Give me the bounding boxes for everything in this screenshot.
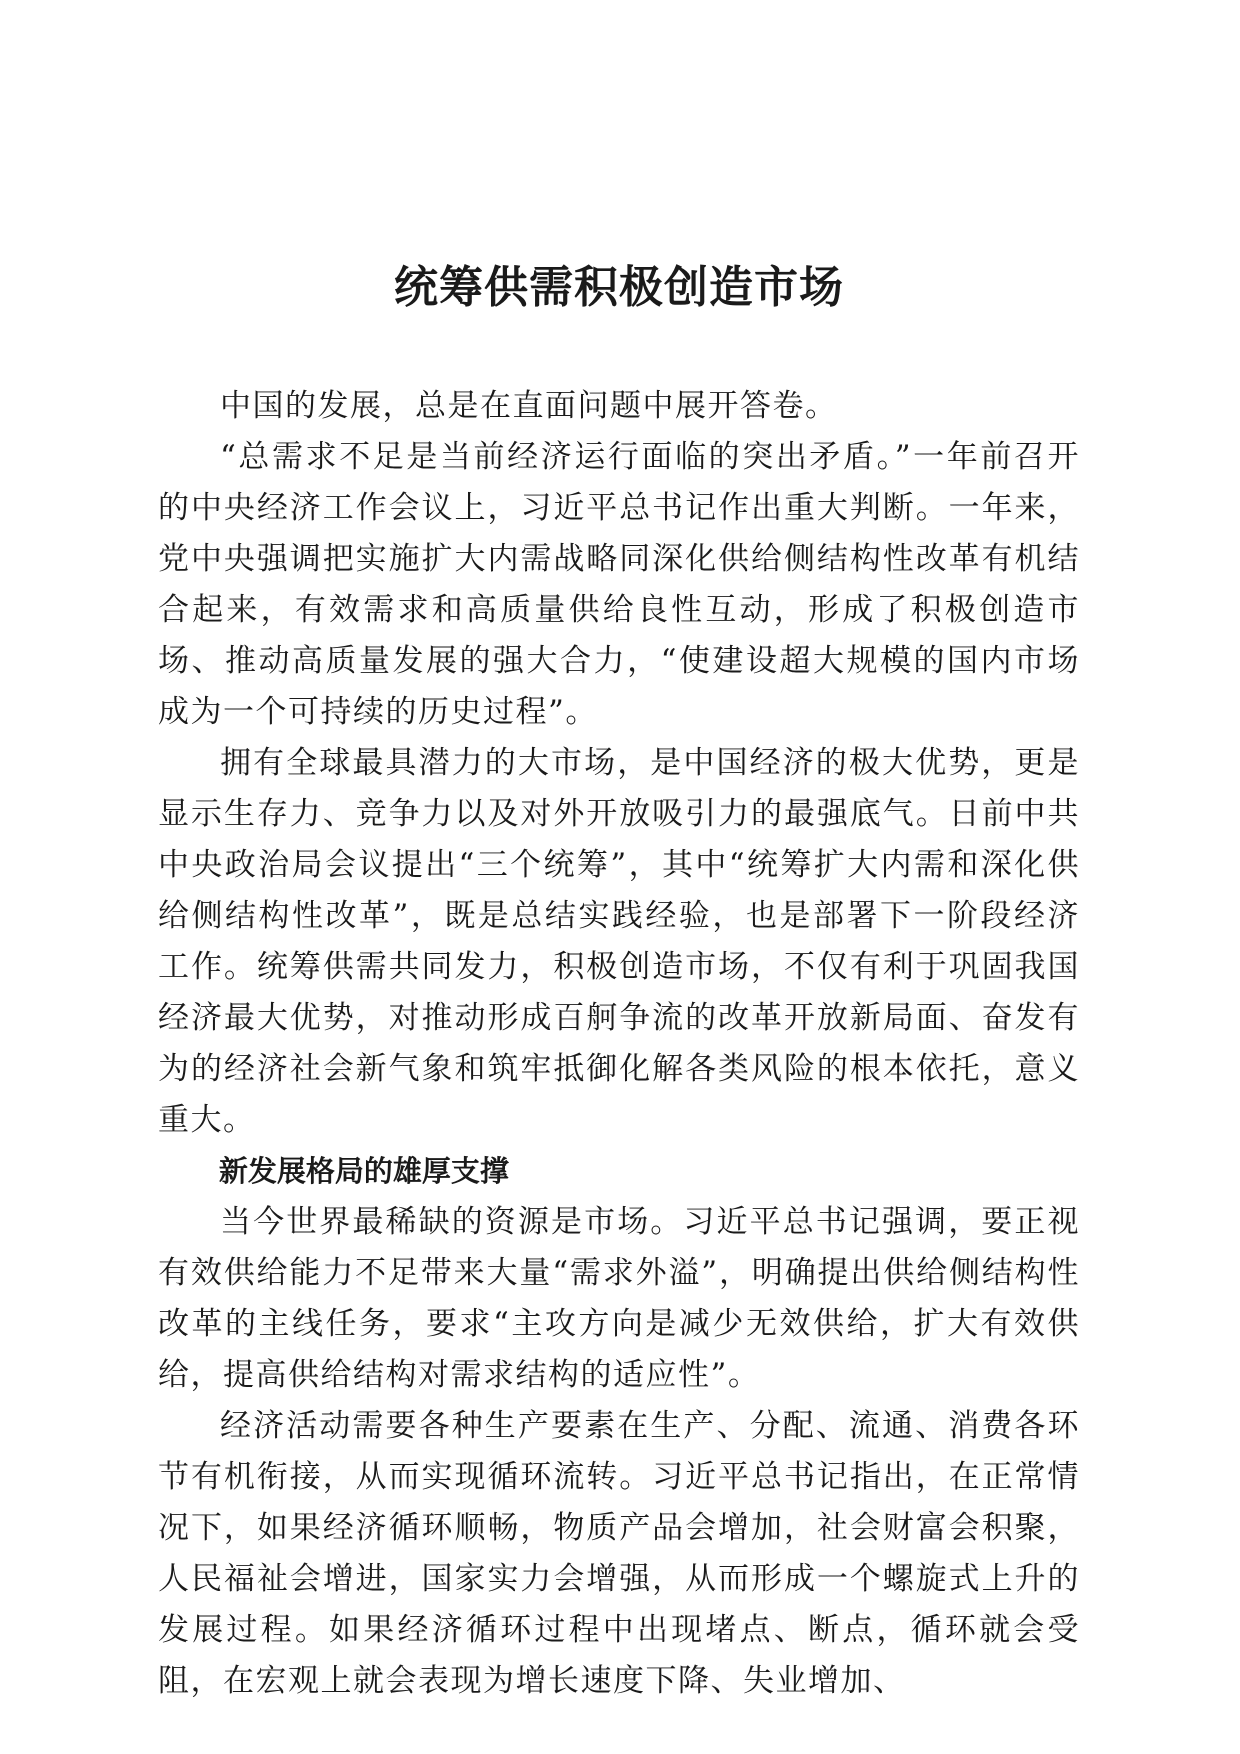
paragraph-scarce-resource: 当今世界最稀缺的资源是市场。习近平总书记强调，要正视有效供给能力不足带来大量“需求外溢”，明确提出供给侧结构性改革的主线任务，要求“主攻方向是减少无效供给，扩大有效供给，提高供给结构对需求结构的适应性”。: [158, 1204, 1080, 1393]
paragraph-economic-cycle: 经济活动需要各种生产要素在生产、分配、流通、消费各环节有机衔接，从而实现循环流转。习近平总书记指出，在正常情况下，如果经济循环顺畅，物质产品会增加，社会财富会积聚，人民福祉会增进，国家实力会增强，从而形成一个螺旋式上升的发展过程。如果经济循环过程中出现堵点、断点，循环就会受阻，在宏观上就会表现为增长速度下降、失业增加、: [158, 1408, 1080, 1699]
section-heading: 新发展格局的雄厚支撑: [218, 1154, 509, 1188]
document-body: [158, 381, 1080, 1707]
paragraph-intro: 中国的发展，总是在直面问题中展开答卷。: [220, 388, 838, 424]
paragraph-quote: “总需求不足是当前经济运行面临的突出矛盾。”一年前召开的中央经济工作会议上，习近平总书记作出重大判断。一年来，党中央强调把实施扩大内需战略同深化供给侧结构性改革有机结合起来，有效需求和高质量供给良性互动，形成了积极创造市场、推动高质量发展的强大合力，“使建设超大规模的国内市场成为一个可持续的历史过程”。: [158, 439, 1080, 730]
document-title: 统筹供需积极创造市场: [394, 262, 844, 313]
paragraph-market-advantage: 拥有全球最具潜力的大市场，是中国经济的极大优势，更是显示生存力、竞争力以及对外开放吸引力的最强底气。日前中共中央政治局会议提出“三个统筹”，其中“统筹扩大内需和深化供给侧结构性改革”，既是总结实践经验，也是部署下一阶段经济工作。统筹供需共同发力，积极创造市场，不仅有利于巩固我国经济最大优势，对推动形成百舸争流的改革开放新局面、奋发有为的经济社会新气象和筑牢抵御化解各类风险的根本依托，意义重大。: [158, 745, 1080, 1138]
